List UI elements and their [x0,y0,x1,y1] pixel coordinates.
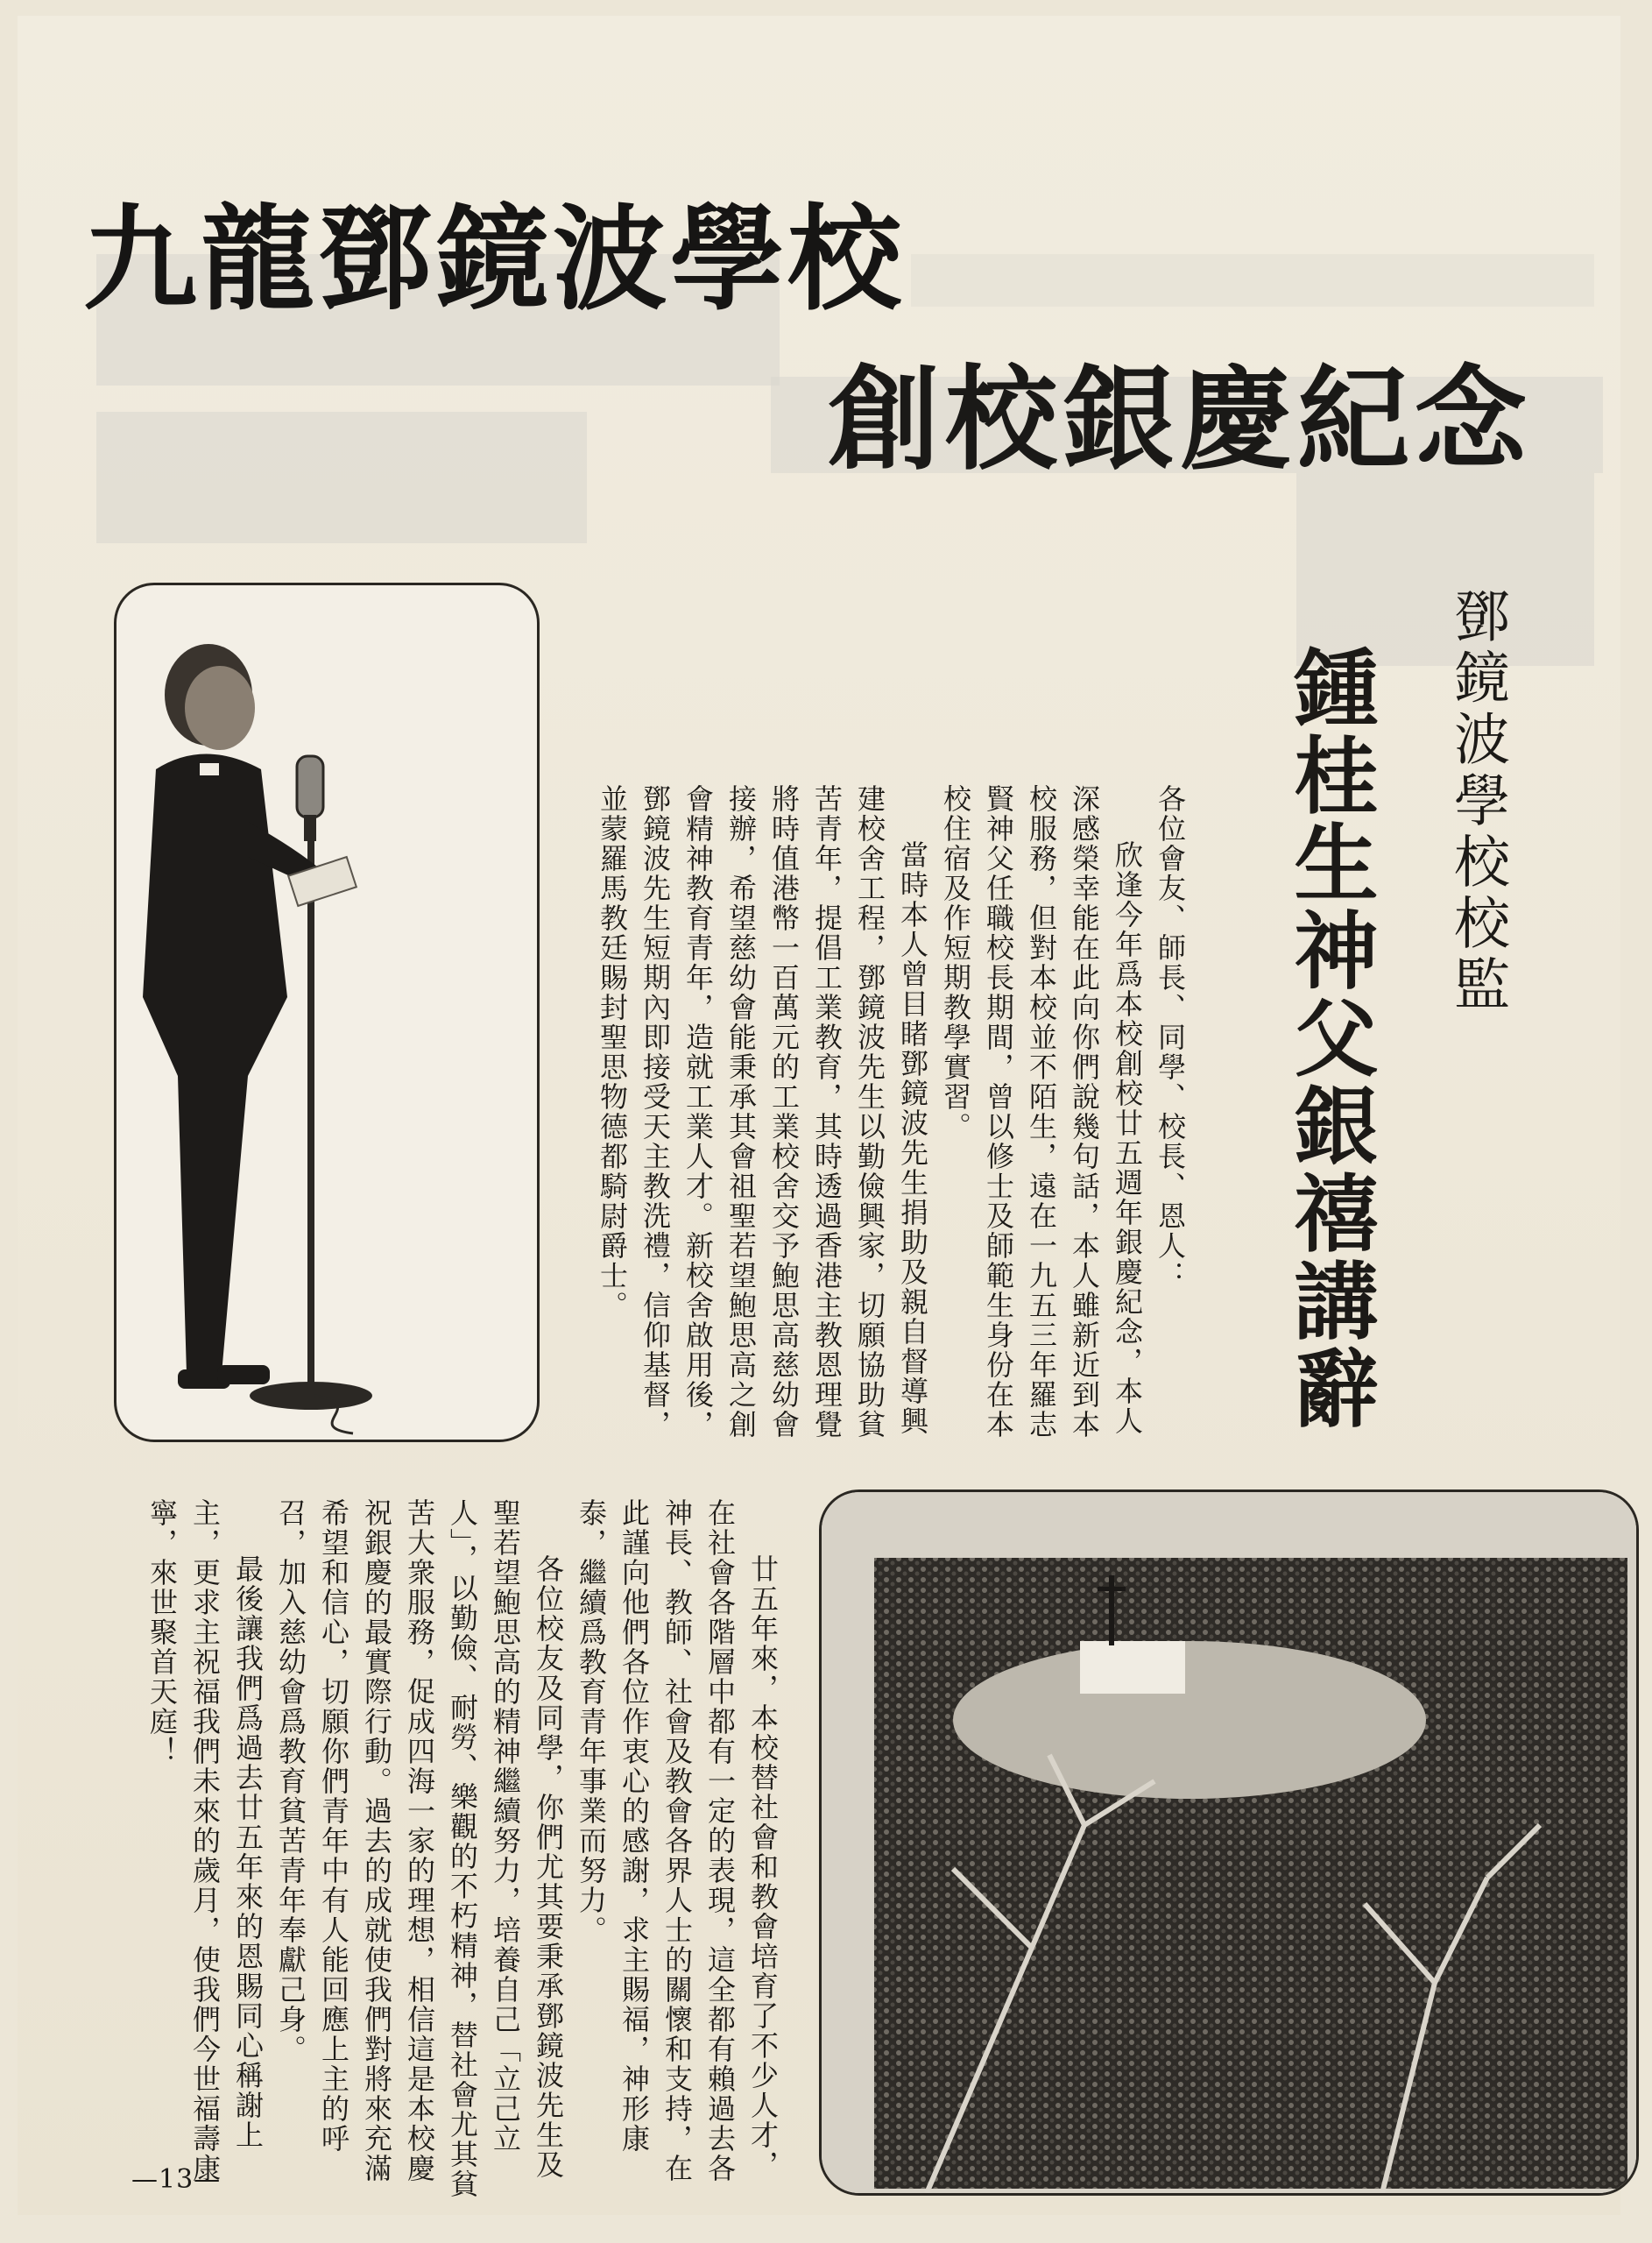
ceremony-crowd-image [822,1492,1636,2193]
school-name-title: 九龍鄧鏡波學校 [83,193,906,327]
speech-body-lower [101,1498,784,2199]
ceremony-photo [819,1489,1639,2196]
show-through-block [96,412,587,543]
speech-paragraph: 欣逢今年爲本校創校廿五週年銀慶紀念，本人深感榮幸能在此向你們說幾句話，本人雖新近到本校服務，但對本校並不陌生，遠在一九五三年羅志賢神父任職校長期間，曾以修士及師範生身份在本校住宿及作短期教學實習。 [939,784,1144,1440]
speech-greeting: 各位會友、師長、同學、校長、恩人： [1154,784,1187,1291]
speaker-photo-image [116,585,537,1440]
speech-paragraph: 當時本人曾目睹鄧鏡波先生捐助及親自督導興建校舍工程，鄧鏡波先生以勤儉興家，切願協助貧苦青年，提倡工業教育，其時透過香港主教恩理覺將時值港幣一百萬元的工業校舍交予鮑思高慈幼會接辦，希望慈幼會能秉承其會祖聖若望鮑思高之創會精神教育青年，造就工業人才。新校舍啟用後，鄧鏡波先生短期內即接受天主教洗禮，信仰基督，並蒙羅馬教廷賜封聖思物德都騎尉爵士。 [596,784,929,1440]
speech-paragraph: 廿五年來，本校替社會和教會培育了不少人才，在社會各階層中都有一定的表現，這全都有賴過去各神長、教師、社會及教會各界人士的關懷和支持，在此謹向他們各位作衷心的感謝，求主賜福，神形康泰，繼續爲教育青年事業而努力。 [575,1498,780,2183]
anniversary-subtitle: 創校銀慶紀念 [828,354,1533,486]
speech-title: 鍾桂生神父銀禧講辭 [1281,644,1380,1433]
speech-paragraph: 最後讓我們爲過去廿五年來的恩賜同心稱謝上主，更求主祝福我們未來的歲月，使我們今世福壽康寧，來世聚首天庭！ [145,1498,265,2183]
speech-body-upper [565,784,1191,1450]
speaker-photo [114,583,540,1442]
school-supervisor-label: 鄧鏡波學校校監 [1444,587,1509,1016]
speech-paragraph: 各位校友及同學，你們尤其要秉承鄧鏡波先生及聖若望鮑思高的精神繼續努力，培養自己「立己立人」，以勤儉、耐勞、樂觀的不朽精神，替社會尤其貧苦大衆服務，促成四海一家的理想，相信這是本校慶祝銀慶的最實際行動。過去的成就使我們對將來充滿希望和信心，切願你們青年中有人能回應上主的呼召，加入慈幼會爲教育貧苦青年奉獻己身。 [274,1498,565,2199]
show-through-block [911,254,1594,307]
page-number: —13— [131,2164,222,2195]
